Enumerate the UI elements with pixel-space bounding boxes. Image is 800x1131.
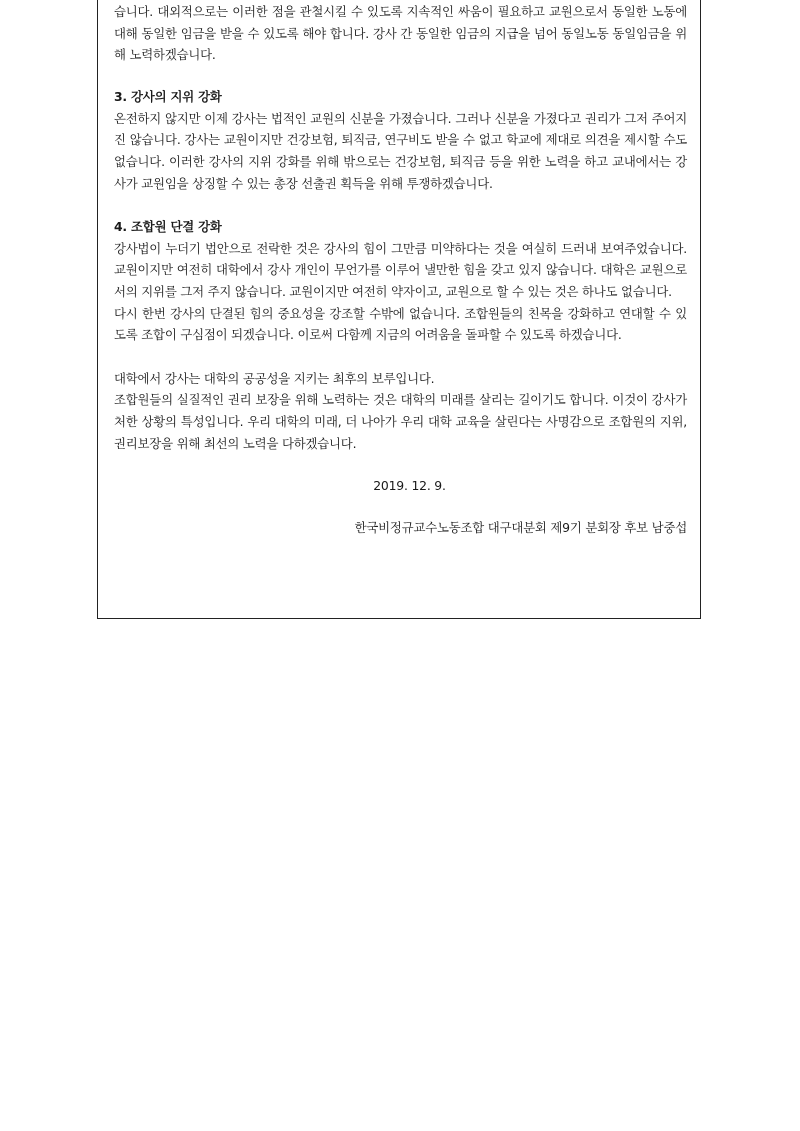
section-4-paragraph-2: 다시 한번 강사의 단결된 힘의 중요성을 강조할 수밖에 없습니다. 조합원들의 친목을 강화하고 연대할 수 있도록 조합이 구심점이 되겠습니다. 이로써 다함께 지금의 어려움을 돌파할 수 있도록 하겠습니다.	[114, 305, 687, 343]
spacer	[114, 346, 687, 368]
spacer	[114, 496, 687, 517]
section-heading-4: 4. 조합원 단결 강화	[114, 219, 222, 235]
closing-paragraph: 조합원들의 실질적인 권리 보장을 위해 노력하는 것은 대학의 미래를 살리는 길이기도 합니다. 이것이 강사가 처한 상황의 특성입니다. 우리 대학의 미래, 더 나아가 우리 대학 교육을 살린다는 사명감으로 조합원의 지위, 권리보장을 위해 최선의 노력을 다하겠습니다.	[114, 392, 687, 451]
spacer	[114, 66, 687, 87]
section-3-paragraph: 온전하지 않지만 이제 강사는 법적인 교원의 신분을 가졌습니다. 그러나 신분을 가졌다고 권리가 그저 주어지진 않습니다. 강사는 교원이지만 건강보험, 퇴직금, 연구비도 받을 수 없고 학교에 제대로 의견을 제시할 수도 없습니다. 이러한 강사의 지위 강화를 위해 밖으로는 건강보험, 퇴직금 등을 위한 노력을 하고 교내에서는 강사가 교원임을 상징할 수 있는 총장 선출권 획득을 위해 투쟁하겠습니다.	[114, 110, 687, 191]
document-body	[114, 1, 687, 538]
section-heading-3: 3. 강사의 지위 강화	[114, 89, 222, 105]
signature-line: 한국비정규교수노동조합 대구대분회 제9기 분회장 후보 남중섭	[354, 519, 687, 535]
document-date: 2019. 12. 9.	[373, 477, 446, 493]
intro-paragraph: 습니다. 대외적으로는 이러한 점을 관철시킬 수 있도록 지속적인 싸움이 필요하고 교원으로서 동일한 노동에 대해 동일한 임금을 받을 수 있도록 해야 합니다. 강사 간 동일한 임금의 지급을 넘어 동일노동 동일임금을 위해 노력하겠습니다.	[114, 4, 687, 63]
spacer	[114, 194, 687, 216]
document-frame	[97, 0, 701, 619]
section-4-paragraph-1: 강사법이 누더기 법안으로 전락한 것은 강사의 힘이 그만큼 미약하다는 것을 여실히 드러내 보여주었습니다. 교원이지만 여전히 대학에서 강사 개인이 무언가를 이루어 낼만한 힘을 갖고 있지 않습니다. 대학은 교원으로서의 지위를 그저 주지 않습니다. 교원이지만 여전히 약자이고, 교원으로 할 수 있는 것은 하나도 없습니다.	[114, 240, 687, 300]
spacer	[114, 454, 687, 475]
closing-line-1: 대학에서 강사는 대학의 공공성을 지키는 최후의 보루입니다.	[114, 370, 435, 386]
